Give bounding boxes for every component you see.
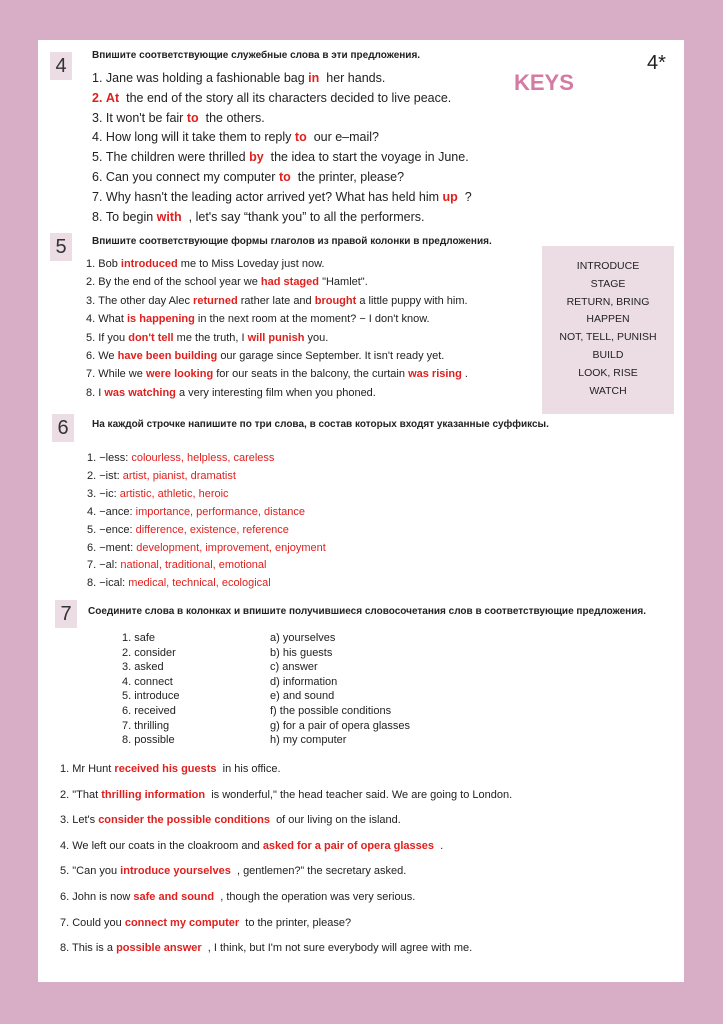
- right-column-item: e) and sound: [270, 690, 335, 703]
- sentence-part: a very interesting film when you phoned.: [178, 386, 376, 399]
- right-column-item: c) answer: [270, 661, 318, 674]
- answer-verb: don't tell: [128, 331, 174, 344]
- sentence-part: me the truth, I: [176, 331, 245, 344]
- verb-item: NOT, TELL, PUNISH: [559, 331, 657, 344]
- suffix-answer: artistic, athletic, heroic: [119, 487, 229, 500]
- exercise-6-item: [87, 559, 267, 571]
- exercise-4-instruction: Впишите соответствующие служебные слова в эти предложения.: [92, 50, 421, 61]
- right-column-item: b) his guests: [270, 646, 333, 659]
- sentence-part: 8. This is a: [60, 942, 113, 955]
- exercise-5-item: [86, 387, 376, 399]
- sentence-part: I: [98, 386, 102, 399]
- answer-phrase: safe and sound: [133, 891, 215, 903]
- exercise-6-item: [87, 470, 236, 482]
- answer-verb: were looking: [145, 368, 214, 381]
- answer-phrase: possible answer: [116, 942, 202, 955]
- right-column-item: h) my computer: [270, 734, 347, 747]
- sentence-part: 5. "Can you: [60, 865, 118, 878]
- sentence-part: While we: [98, 368, 143, 381]
- suffix-label: 1. −less:: [87, 452, 129, 464]
- suffix-label: 2. −ist:: [87, 469, 120, 482]
- answer-verb: was rising: [408, 368, 462, 381]
- answer-phrase: received his guests: [114, 763, 217, 775]
- sentence-part: It won't be fair: [105, 110, 184, 125]
- sentence-part: , let's say “thank you” to all the performers.: [188, 209, 425, 224]
- item-number: 6.: [86, 350, 96, 362]
- item-number: 2.: [86, 276, 96, 289]
- exercise-7-number: 7: [55, 600, 77, 628]
- exercise-6-number: 6: [52, 414, 74, 442]
- suffix-answer: importance, performance, distance: [135, 505, 306, 518]
- item-number: 7.: [92, 189, 103, 204]
- exercise-6-item: [87, 577, 271, 589]
- answer-phrase: introduce yourselves: [120, 865, 231, 878]
- verb-item: BUILD: [592, 348, 624, 361]
- exercise-5-item: [86, 313, 430, 325]
- verb-column: [542, 246, 674, 414]
- sentence-part: "Hamlet".: [322, 276, 368, 289]
- answer-word: to: [186, 110, 199, 125]
- answer-word: by: [249, 150, 264, 165]
- suffix-answer: national, traditional, emotional: [120, 559, 267, 572]
- exercise-6-instruction: На каждой строчке напишите по три слова, в состав которых входят указанные суффиксы.: [92, 419, 549, 430]
- item-number: 6.: [92, 170, 103, 184]
- sentence-part: me to Miss Loveday just now.: [180, 258, 325, 270]
- exercise-5-item: [86, 258, 324, 270]
- answer-verb: have been building: [117, 350, 218, 362]
- keys-label: KEYS: [514, 70, 574, 95]
- exercise-6-item: [87, 506, 305, 518]
- left-column-item: 7. thrilling: [122, 719, 170, 732]
- sentence-part: 6. John is now: [60, 891, 131, 903]
- exercise-7-sentence: [60, 942, 472, 954]
- worksheet-page: [38, 40, 684, 982]
- item-number: 7.: [86, 368, 96, 381]
- answer-verb: had staged: [260, 276, 319, 289]
- sentence-part: Can you connect my computer: [105, 170, 276, 184]
- answer-phrase: consider the possible conditions: [98, 814, 270, 827]
- exercise-5-item: [86, 332, 328, 344]
- item-number: 5.: [86, 331, 96, 344]
- exercise-7-sentence: [60, 814, 401, 826]
- answer-word: At: [105, 90, 120, 105]
- exercise-4-item: [92, 170, 404, 184]
- sentence-part: 2. "That: [60, 788, 99, 801]
- sentence-part: , I think, but I'm not sure everybody will agree with me.: [207, 942, 473, 955]
- sentence-part: the idea to start the voyage in June.: [270, 150, 469, 165]
- exercise-4-item: [92, 91, 451, 105]
- suffix-label: 8. −ical:: [87, 577, 126, 590]
- answer-verb: was watching: [104, 386, 176, 399]
- sentence-part: If you: [98, 331, 126, 344]
- answer-phrase: thrilling information: [101, 788, 206, 801]
- item-number: 1.: [86, 258, 96, 270]
- sentence-part: the others.: [205, 110, 265, 125]
- answer-verb: will punish: [247, 331, 305, 344]
- sentence-part: the printer, please?: [297, 170, 405, 184]
- exercise-6-item: [87, 452, 274, 464]
- exercise-4-item: [92, 150, 469, 164]
- item-number: 4.: [92, 130, 103, 145]
- exercise-5-instruction: Впишите соответствующие формы глаголов из правой колонки в предложения.: [92, 236, 492, 247]
- left-column-item: 4. connect: [122, 675, 173, 688]
- suffix-label: 5. −ence:: [87, 523, 133, 536]
- exercise-5-number: 5: [50, 233, 72, 261]
- left-column-item: 3. asked: [122, 661, 164, 674]
- sentence-part: .: [440, 839, 444, 852]
- sentence-part: you.: [307, 331, 329, 344]
- left-column-item: 6. received: [122, 705, 176, 717]
- answer-phrase: connect my computer: [124, 916, 240, 929]
- answer-word: with: [156, 209, 182, 224]
- exercise-7-sentence: [60, 789, 512, 801]
- item-number: 8.: [92, 209, 103, 224]
- answer-verb: is happening: [127, 313, 195, 326]
- sentence-part: the end of the story all its characters decided to live peace.: [126, 90, 452, 105]
- exercise-5-item: [86, 276, 368, 288]
- exercise-5-item: [86, 368, 468, 380]
- sentence-part: 7. Could you: [60, 916, 122, 929]
- exercise-5-item: [86, 350, 444, 362]
- answer-verb: returned: [193, 294, 238, 307]
- sentence-part: our e–mail?: [313, 130, 380, 145]
- sentence-part: in his office.: [222, 763, 281, 775]
- suffix-label: 7. −al:: [87, 559, 118, 572]
- sentence-part: What: [98, 313, 124, 326]
- item-number: 4.: [86, 313, 96, 326]
- suffix-label: 6. −ment:: [87, 541, 134, 554]
- sentence-part: ?: [464, 189, 472, 204]
- exercise-4-item: [92, 210, 424, 224]
- exercise-7-sentence: [60, 917, 351, 929]
- sentence-part: To begin: [105, 209, 154, 224]
- sentence-part: in the next room at the moment? − I don't know.: [197, 313, 430, 326]
- item-number: 2.: [92, 90, 103, 105]
- verb-item: WATCH: [589, 384, 627, 397]
- exercise-5-item: [86, 295, 468, 307]
- sentence-part: The children were thrilled: [105, 150, 246, 165]
- exercise-4-item: [92, 111, 265, 125]
- verb-item: HAPPEN: [586, 313, 630, 326]
- exercise-4-item: [92, 71, 385, 85]
- item-number: 8.: [86, 386, 96, 399]
- suffix-answer: medical, technical, ecological: [128, 577, 271, 590]
- sentence-part: , though the operation was very serious.: [220, 891, 416, 903]
- item-number: 3.: [86, 294, 96, 307]
- sentence-part: rather late and: [240, 294, 312, 307]
- exercise-6-item: [87, 488, 229, 500]
- verb-item: RETURN, BRING: [566, 295, 650, 308]
- suffix-answer: colourless, helpless, careless: [131, 452, 275, 464]
- suffix-answer: development, improvement, enjoyment: [136, 541, 326, 554]
- left-column-item: 8. possible: [122, 734, 175, 747]
- answer-word: up: [442, 189, 458, 204]
- exercise-7-instruction: Соедините слова в колонках и впишите получившиеся словосочетания слов в соответствующие предложения.: [88, 606, 646, 617]
- right-column-item: d) information: [270, 675, 338, 688]
- verb-item: STAGE: [590, 277, 626, 290]
- left-column-item: 2. consider: [122, 646, 176, 659]
- exercise-4-item: [92, 190, 472, 204]
- answer-phrase: asked for a pair of opera glasses: [262, 839, 434, 852]
- suffix-label: 4. −ance:: [87, 505, 133, 518]
- right-column-item: a) yourselves: [270, 632, 336, 644]
- sentence-part: our garage since September. It isn't ready yet.: [220, 350, 445, 362]
- left-column-item: 5. introduce: [122, 690, 180, 703]
- exercise-7-sentence: [60, 865, 406, 877]
- sentence-part: her hands.: [326, 71, 386, 85]
- answer-verb: introduced: [120, 258, 178, 270]
- item-number: 1.: [92, 71, 103, 85]
- sentence-part: 4. We left our coats in the cloakroom and: [60, 839, 260, 852]
- sentence-part: How long will it take them to reply: [105, 130, 292, 145]
- suffix-answer: artist, pianist, dramatist: [122, 469, 236, 482]
- right-column-item: g) for a pair of opera glasses: [270, 719, 411, 732]
- sentence-part: , gentlemen?” the secretary asked.: [236, 865, 407, 878]
- sentence-part: is wonderful," the head teacher said. We are going to London.: [211, 788, 513, 801]
- sentence-part: a little puppy with him.: [359, 294, 468, 307]
- sentence-part: We: [98, 350, 115, 362]
- sentence-part: Jane was holding a fashionable bag: [105, 71, 305, 85]
- sentence-part: of our living on the island.: [276, 814, 401, 827]
- suffix-label: 3. −ic:: [87, 487, 117, 500]
- exercise-6-item: [87, 524, 289, 536]
- verb-item: LOOK, RISE: [578, 366, 638, 379]
- answer-word: to: [294, 130, 307, 145]
- sentence-part: to the printer, please?: [245, 916, 352, 929]
- answer-verb: brought: [314, 294, 357, 307]
- exercise-4-number: 4: [50, 52, 72, 80]
- sentence-part: Why hasn't the leading actor arrived yet? What has held him: [105, 189, 440, 204]
- exercise-7-sentence: [60, 840, 443, 852]
- answer-word: in: [308, 71, 320, 85]
- answer-word: to: [278, 170, 291, 184]
- exercise-6-item: [87, 542, 326, 554]
- item-number: 3.: [92, 110, 103, 125]
- sentence-part: The other day Alec: [98, 294, 190, 307]
- sentence-part: for our seats in the balcony, the curtain: [216, 368, 405, 381]
- sentence-part: 1. Mr Hunt: [60, 763, 112, 775]
- suffix-answer: difference, existence, reference: [135, 523, 289, 536]
- sentence-part: By the end of the school year we: [98, 276, 258, 289]
- exercise-4-item: [92, 130, 379, 144]
- item-number: 5.: [92, 150, 103, 165]
- sentence-part: .: [464, 368, 468, 381]
- right-column-item: f) the possible conditions: [270, 705, 392, 717]
- verb-item: INTRODUCE: [576, 260, 640, 272]
- left-column-item: 1. safe: [122, 632, 156, 644]
- sentence-part: 3. Let's: [60, 814, 96, 827]
- exercise-7-sentence: [60, 763, 281, 775]
- level-label: 4*: [647, 52, 666, 74]
- sentence-part: Bob: [98, 258, 118, 270]
- exercise-7-sentence: [60, 891, 415, 903]
